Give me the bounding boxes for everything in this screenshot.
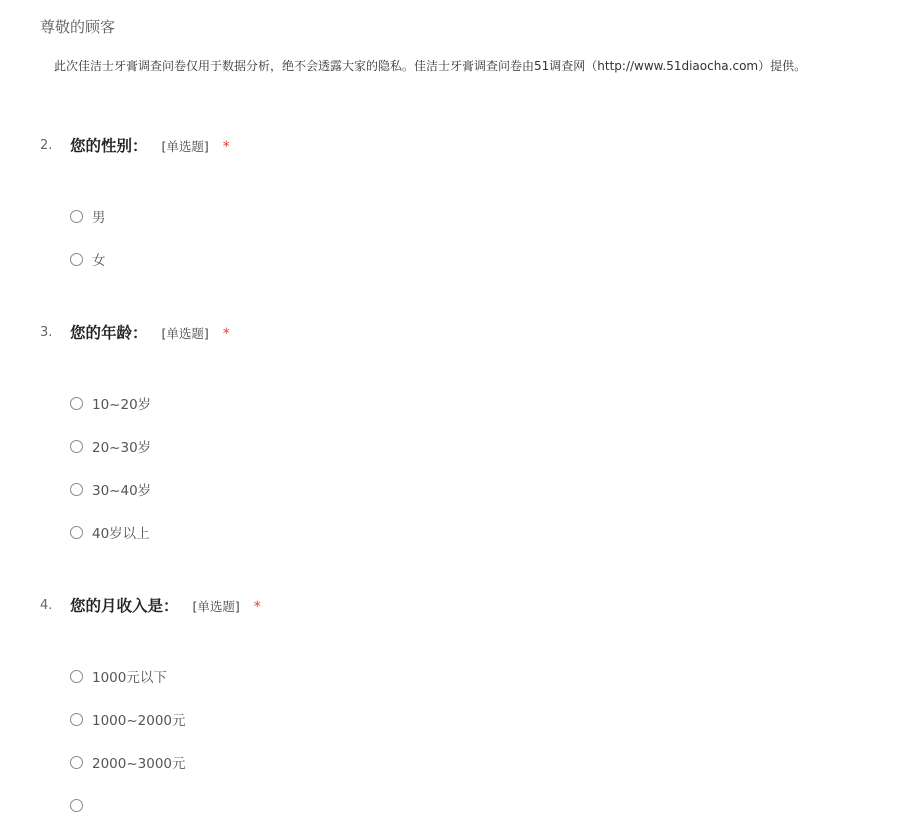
question-title: 您的月收入是：	[70, 597, 179, 615]
option-income-partial[interactable]	[70, 795, 92, 815]
question-type: [单选题]	[192, 599, 240, 614]
option-label: 20~30岁	[92, 440, 152, 456]
intro-text: 此次佳洁士牙膏调查问卷仅用于数据分析，绝不会透露大家的隐私。佳洁士牙膏调查问卷由51调查网（http://www.51diaocha.com）提供。	[54, 59, 807, 73]
radio-button[interactable]	[70, 253, 83, 266]
question-header	[0, 134, 900, 158]
radio-button[interactable]	[70, 756, 83, 769]
option-label: 10~20岁	[92, 397, 152, 413]
option-age-10-20[interactable]	[70, 393, 151, 413]
question-title-row	[70, 134, 230, 156]
option-label: 男	[92, 210, 106, 226]
option-label: 30~40岁	[92, 483, 152, 499]
option-income-1000-2000[interactable]	[70, 709, 186, 729]
greeting-heading: 尊敬的顾客	[40, 18, 116, 36]
option-age-20-30[interactable]	[70, 436, 151, 456]
question-title-row	[70, 321, 230, 343]
radio-button[interactable]	[70, 210, 83, 223]
radio-button[interactable]	[70, 440, 83, 453]
required-mark: *	[222, 139, 230, 155]
option-age-30-40[interactable]	[70, 479, 151, 499]
question-type: [单选题]	[161, 139, 209, 154]
option-income-2000-3000[interactable]	[70, 752, 186, 772]
radio-button[interactable]	[70, 713, 83, 726]
question-type: [单选题]	[161, 326, 209, 341]
radio-button[interactable]	[70, 526, 83, 539]
radio-button[interactable]	[70, 670, 83, 683]
question-header	[0, 594, 900, 618]
option-label: 40岁以上	[92, 526, 150, 542]
required-mark: *	[253, 599, 261, 615]
question-header	[0, 321, 900, 345]
option-label: 2000~3000元	[92, 756, 186, 772]
option-gender-male[interactable]	[70, 206, 106, 226]
question-title-row	[70, 594, 261, 616]
question-title: 您的年龄：	[70, 324, 148, 342]
option-label: 1000~2000元	[92, 713, 186, 729]
required-mark: *	[222, 326, 230, 342]
radio-button[interactable]	[70, 483, 83, 496]
question-number: 2.	[40, 138, 53, 153]
option-age-40-plus[interactable]	[70, 522, 150, 542]
option-income-below-1000[interactable]	[70, 666, 167, 686]
option-label: 1000元以下	[92, 670, 167, 686]
radio-button[interactable]	[70, 397, 83, 410]
question-title: 您的性别：	[70, 137, 148, 155]
question-number: 4.	[40, 598, 53, 613]
radio-button[interactable]	[70, 799, 83, 812]
option-gender-female[interactable]	[70, 249, 106, 269]
question-number: 3.	[40, 325, 53, 340]
option-label: 女	[92, 253, 106, 269]
